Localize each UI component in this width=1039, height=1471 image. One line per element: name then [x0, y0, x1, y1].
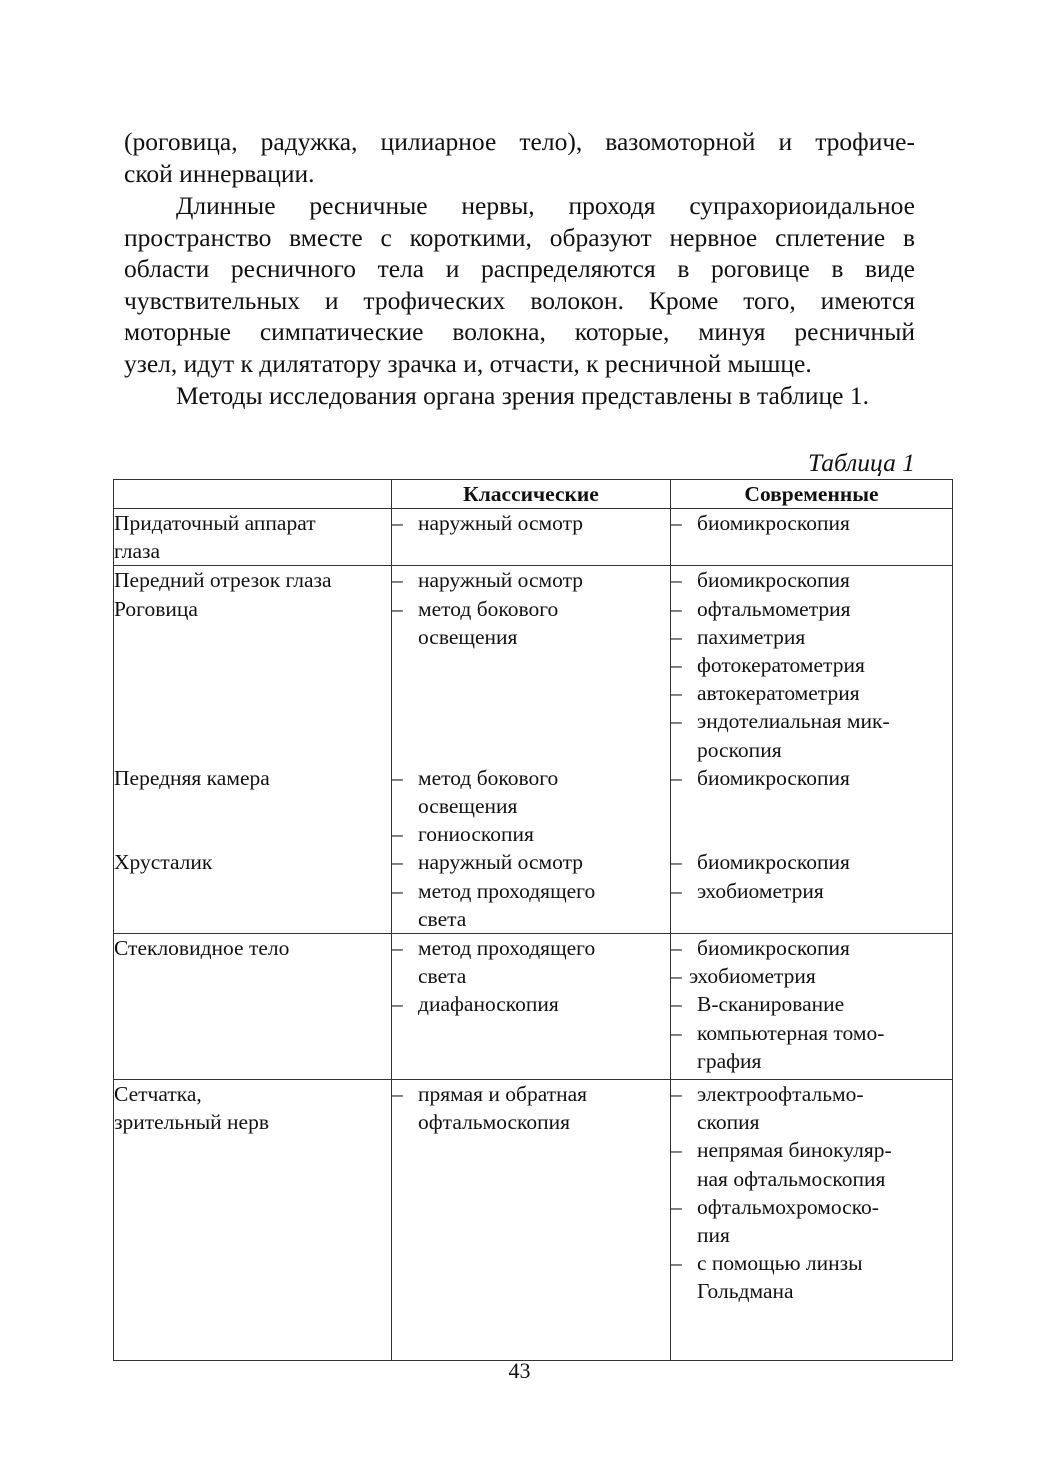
dash-marker: – — [392, 992, 403, 1017]
list-item — [671, 764, 952, 792]
list-item — [392, 848, 670, 876]
structure-line: Стекловидное тело — [114, 936, 290, 961]
table-row — [114, 1080, 953, 1361]
structure-line: Придаточный аппарат — [114, 511, 316, 535]
dash-marker: – — [392, 1082, 403, 1107]
list-item-line: графия — [697, 1048, 762, 1073]
paragraph-line: (роговица, радужка, цилиарное тело), вазомоторной и трофиче- — [124, 127, 915, 156]
paragraph-line: моторные симпатические волокна, которые, минуя ресничный — [124, 317, 915, 346]
dash-marker: – — [392, 936, 403, 961]
dash-marker: – — [671, 1082, 682, 1107]
structure-line: глаза — [114, 539, 161, 564]
list-item — [671, 1019, 952, 1075]
list-item — [671, 1080, 952, 1136]
header-classic: Классические — [392, 480, 671, 509]
list-item-line: скопия — [697, 1110, 760, 1135]
dash-marker: – — [392, 850, 403, 875]
list-item-text — [418, 877, 670, 933]
list-item-line: офтальмометрия — [697, 596, 851, 621]
dash-marker: – — [671, 1194, 682, 1219]
list-item-line: биомикроскопия — [697, 936, 850, 961]
list-item — [671, 962, 952, 990]
paragraph-line: узел, идут к дилятатору зрачка и, отчасти, к ресничной мышце. — [124, 348, 812, 378]
list-item-text — [418, 1080, 670, 1136]
list-item-line: автокератометрия — [697, 681, 860, 706]
list-item-line: с помощью линзы — [697, 1251, 863, 1276]
dash-marker: – — [392, 878, 403, 903]
list-item-line: пахиметрия — [697, 624, 806, 649]
list-item-line: света — [418, 906, 467, 931]
list-item-text — [418, 820, 670, 848]
list-item-text — [418, 848, 670, 876]
list-item-line: биомикроскопия — [697, 850, 850, 875]
dash-marker: – — [671, 936, 682, 961]
list-item-line: биомикроскопия — [697, 568, 850, 593]
list-item-line: прямая и обратная — [418, 1082, 588, 1107]
table-row — [114, 934, 953, 1080]
dash-marker: – — [671, 568, 682, 593]
list-item — [392, 820, 670, 848]
paragraph-1 — [124, 126, 915, 189]
structure-cell — [114, 934, 392, 1080]
list-item-line: света — [418, 964, 467, 989]
dash-marker: – — [671, 709, 682, 734]
dash-marker: – — [671, 653, 682, 678]
dash-marker: – — [392, 511, 403, 535]
paragraph-line: Длинные ресничные нервы, проходя супрахориоидальное — [176, 191, 915, 220]
list-item-line: диафаноскопия — [418, 992, 559, 1017]
structure-line: зрительный нерв — [114, 1110, 270, 1135]
list-item — [392, 934, 670, 990]
structure-line: Передний отрезок глаза — [114, 568, 332, 593]
classic-methods-cell — [392, 566, 671, 934]
list-item-line: метод проходящего — [418, 878, 596, 903]
list-item-line: биомикроскопия — [697, 511, 850, 535]
list-item-text — [418, 990, 670, 1018]
list-item — [671, 848, 952, 876]
structure-line: Хрусталик — [114, 850, 213, 875]
list-item-line: офтальмоскопия — [418, 1110, 571, 1135]
list-item-text — [697, 934, 952, 962]
structure-cell — [114, 509, 392, 566]
list-item-line: непрямая бинокуляр- — [697, 1138, 892, 1163]
dash-marker: – — [671, 992, 682, 1017]
list-item — [671, 1249, 952, 1305]
list-item-text — [697, 623, 952, 651]
spacer — [114, 792, 391, 848]
list-item-text — [697, 764, 952, 792]
page-number: 43 — [508, 1358, 531, 1383]
list-item — [671, 877, 952, 905]
dash-marker: – — [392, 765, 403, 790]
list-item — [392, 509, 670, 537]
dash-marker: – — [671, 964, 682, 989]
list-item-text — [418, 764, 670, 820]
list-item-text — [418, 566, 670, 594]
list-item-line: метод бокового — [418, 596, 559, 621]
dash-marker: – — [392, 822, 403, 847]
list-item-text — [697, 566, 952, 594]
structure-cell — [114, 566, 392, 934]
list-item-line: ная офтальмоскопия — [697, 1166, 886, 1191]
list-item-text — [697, 990, 952, 1018]
paragraph-line: области ресничного тела и распределяются в роговице в виде — [124, 254, 915, 283]
paragraph-line: ской иннервации. — [124, 158, 315, 188]
list-item-line: эндотелиальная мик- — [697, 709, 890, 734]
paragraph-line: Методы исследования органа зрения представлены в таблице 1. — [176, 381, 869, 410]
structure-line: Сетчатка, — [114, 1082, 202, 1107]
list-item-line: гониоскопия — [418, 822, 534, 847]
methods-table — [113, 479, 953, 1361]
list-item-text — [689, 962, 952, 990]
list-item — [392, 566, 670, 594]
list-item-text — [697, 595, 952, 623]
list-item — [671, 566, 952, 594]
classic-methods-cell — [392, 934, 671, 1080]
list-item-text — [418, 595, 670, 651]
list-item-text — [697, 679, 952, 707]
list-item-line: пия — [697, 1223, 730, 1248]
list-item — [392, 877, 670, 933]
list-item-line: метод бокового — [418, 765, 559, 790]
list-item-text — [418, 934, 670, 990]
list-item — [671, 1136, 952, 1192]
spacer — [114, 623, 391, 764]
list-item — [671, 1193, 952, 1249]
header-modern: Современные — [671, 480, 953, 509]
dash-marker: – — [671, 850, 682, 875]
list-item — [671, 934, 952, 962]
list-item-line: Гольдмана — [697, 1279, 794, 1304]
list-item-text — [697, 1080, 952, 1136]
list-item-line: биомикроскопия — [697, 765, 850, 790]
list-item-line: освещения — [418, 794, 518, 819]
dash-marker: – — [671, 681, 682, 706]
paragraph-3 — [124, 380, 915, 412]
list-item-line: фотокератометрия — [697, 653, 865, 678]
paragraph-line: чувствительных и трофических волокон. Кроме того, имеются — [124, 285, 915, 315]
table-row — [114, 566, 953, 934]
paragraph-2 — [124, 190, 915, 379]
dash-marker: – — [671, 1251, 682, 1276]
list-item-text — [697, 877, 952, 905]
list-item — [671, 990, 952, 1018]
dash-marker: – — [392, 596, 403, 621]
modern-methods-cell — [671, 509, 953, 566]
list-item-line: роскопия — [697, 737, 782, 762]
list-item-line: наружный осмотр — [418, 850, 583, 875]
dash-marker: – — [392, 568, 403, 593]
classic-methods-cell — [392, 509, 671, 566]
header-structure — [114, 480, 392, 509]
structure-line: Передняя камера — [114, 765, 270, 790]
list-item-line: наружный осмотр — [418, 511, 583, 535]
list-item-text — [697, 707, 952, 763]
dash-marker: – — [671, 878, 682, 903]
list-item — [671, 707, 952, 763]
list-item-line: наружный осмотр — [418, 568, 583, 593]
list-item — [392, 990, 670, 1018]
classic-methods-cell — [392, 1080, 671, 1361]
modern-methods-cell — [671, 934, 953, 1080]
list-item-text — [697, 651, 952, 679]
list-item-line: освещения — [418, 624, 518, 649]
table-caption: Таблица 1 — [807, 448, 915, 477]
spacer — [671, 792, 952, 848]
dash-marker: – — [671, 1138, 682, 1163]
dash-marker: – — [671, 1020, 682, 1045]
table-row — [114, 509, 953, 566]
list-item-line: компьютерная томо- — [697, 1020, 885, 1045]
dash-marker: – — [671, 624, 682, 649]
list-item — [392, 764, 670, 820]
list-item — [671, 509, 952, 537]
dash-marker: – — [671, 596, 682, 621]
list-item-line: метод проходящего — [418, 936, 596, 961]
dash-marker: – — [671, 511, 682, 535]
list-item-line: эхобиометрия — [689, 964, 816, 989]
spacer — [392, 651, 670, 764]
list-item — [671, 679, 952, 707]
list-item-text — [697, 1019, 952, 1075]
list-item-text — [697, 509, 952, 537]
table-header-row — [114, 480, 953, 509]
list-item-line: офтальмохромоско- — [697, 1194, 879, 1219]
structure-line: Роговица — [114, 596, 198, 621]
list-item-text — [697, 1136, 952, 1192]
list-item-line: эхобиометрия — [697, 878, 824, 903]
list-item — [671, 623, 952, 651]
modern-methods-cell — [671, 1080, 953, 1361]
paragraph-line: пространство вместе с короткими, образуют нервное сплетение в — [124, 222, 915, 252]
list-item — [392, 1080, 670, 1136]
list-item-text — [697, 1249, 952, 1305]
list-item-line: электроофтальмо- — [697, 1082, 864, 1107]
modern-methods-cell — [671, 566, 953, 934]
dash-marker: – — [671, 765, 682, 790]
structure-cell — [114, 1080, 392, 1361]
list-item — [671, 651, 952, 679]
list-item — [392, 595, 670, 651]
list-item-line: В-сканирование — [697, 992, 845, 1017]
list-item — [671, 595, 952, 623]
list-item-text — [697, 848, 952, 876]
list-item-text — [697, 1193, 952, 1249]
list-item-text — [418, 509, 670, 537]
